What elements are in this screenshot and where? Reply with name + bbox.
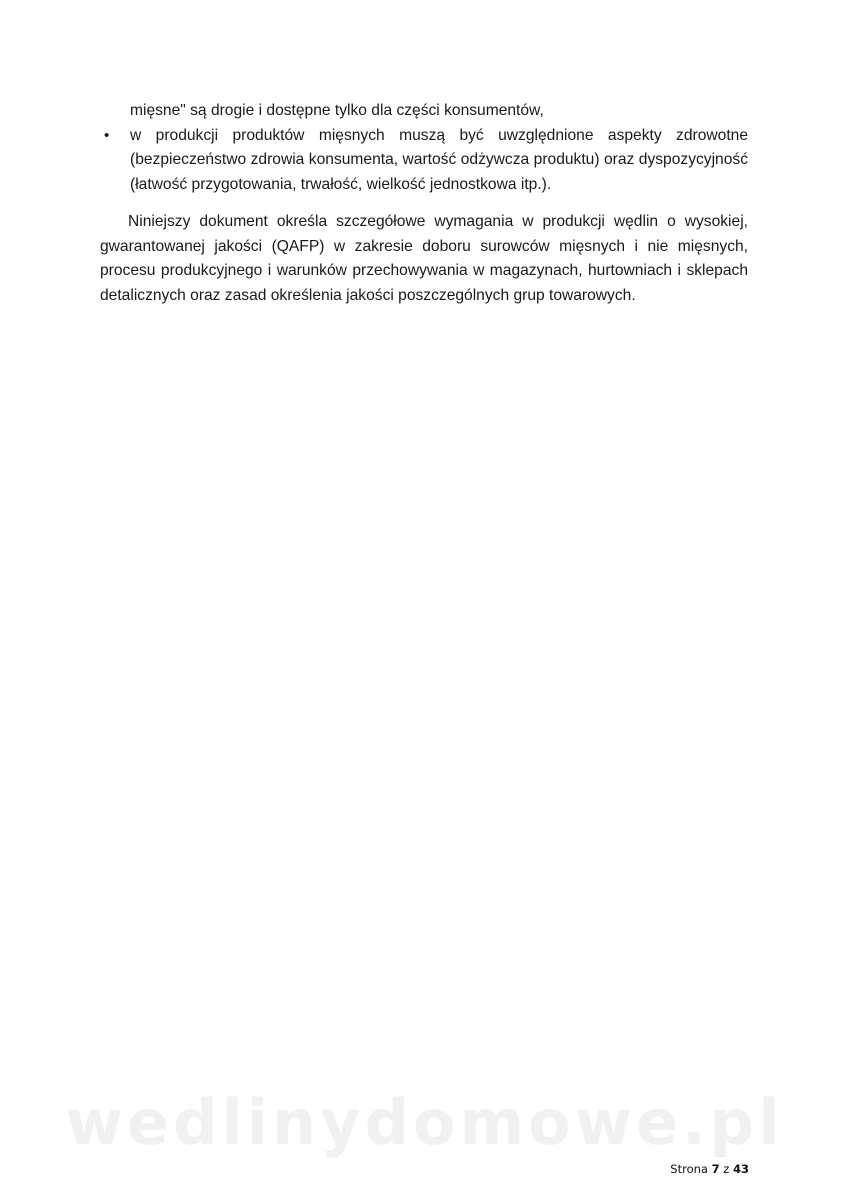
body-paragraph: Niniejszy dokument określa szczegółowe wymagania w produkcji wędlin o wysokiej, gwarantowanej jakości (QAFP) w zakresie doboru surowców mięsnych i nie mięsnych, procesu produkcyjnego i warunków przechowywania w magazynach, hurtowniach i sklepach detalicznych oraz zasad określenia jakości poszczególnych grup towarowych. [100, 213, 748, 304]
watermark: wedlinydomowe.pl [65, 1086, 784, 1159]
total-pages: 43 [732, 1162, 749, 1176]
page-footer [670, 1162, 749, 1176]
list-item [100, 124, 748, 198]
continued-list-line: mięsne" są drogie i dostępne tylko dla części konsumentów, [130, 102, 544, 119]
page-separator: z [723, 1162, 730, 1176]
page-label: Strona [670, 1162, 708, 1176]
bullet-icon: • [104, 126, 110, 144]
list-item-text: w produkcji produktów mięsnych muszą być uwzględnione aspekty zdrowotne (bezpieczeństwo zdrowia konsumenta, wartość odżywcza produktu) oraz dyspozycyjność (łatwość przygotowania, trwałość, wielkość jednostkowa itp.). [130, 126, 748, 193]
page-number: 7 [711, 1162, 720, 1176]
document-body [100, 99, 748, 308]
